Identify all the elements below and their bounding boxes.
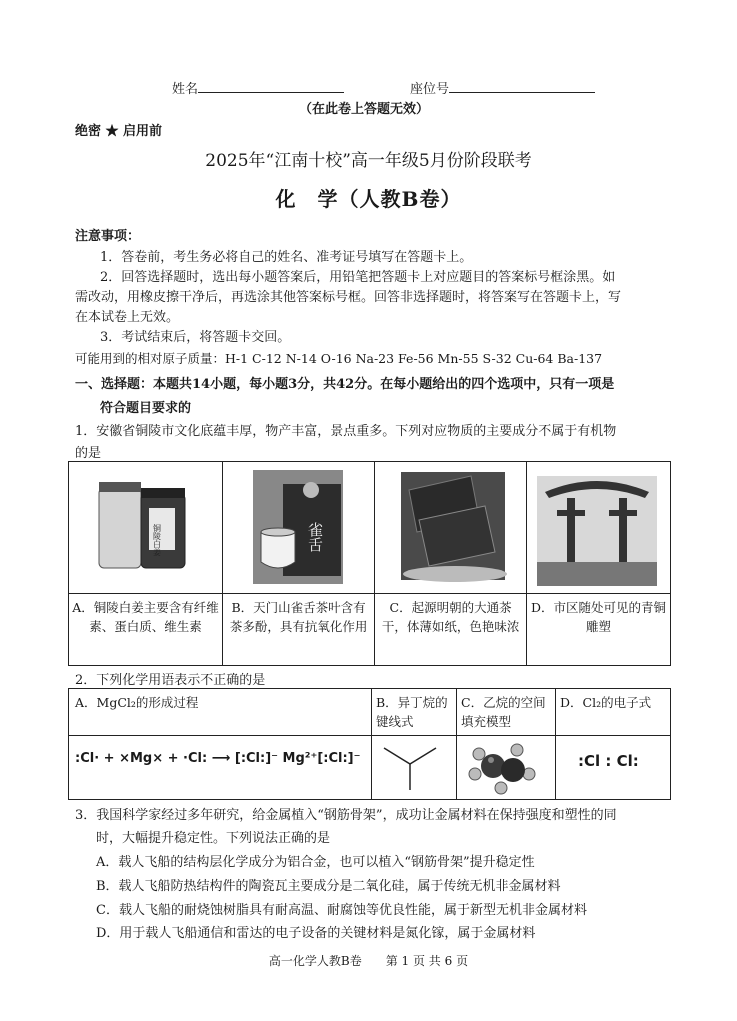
dried-tofu-image bbox=[375, 462, 523, 590]
q3-stem-line2: 时，大幅提升稳定性。下列说法正确的是 bbox=[96, 831, 331, 846]
atomic-masses: 可能用到的相对原子质量：H-1 C-12 N-14 O-16 Na-23 Fe-56 Mn-55 S-32 Cu-64 Ba-137 bbox=[75, 351, 603, 366]
q2-option-c[interactable]: C．乙烷的空间填充模型 bbox=[457, 689, 556, 736]
tea-box-image bbox=[223, 462, 371, 590]
note-2-line2: 需改动，用橡皮擦干净后，再选涂其他答案标号框。回答非选择题时，将答案写在答题卡上，写 bbox=[75, 290, 622, 305]
q1-image-b-cell bbox=[223, 462, 375, 594]
q3-option-d[interactable]: D．用于载人飞船通信和雷达的电子设备的关键材料是氮化镓，属于金属材料 bbox=[96, 926, 536, 941]
name-field bbox=[172, 78, 344, 97]
seat-label: 座位号 bbox=[410, 82, 450, 97]
q1-option-a[interactable]: A．铜陵白姜主要含有纤维素、蛋白质、维生素 bbox=[69, 594, 223, 666]
q1-option-c[interactable]: C．起源明朝的大通茶干，体薄如纸，色艳味浓 bbox=[375, 594, 527, 666]
q3-stem-line1: 3．我国科学家经过多年研究，给金属植入“钢筋骨架”，成功让金属材料在保持强度和塑性的同 bbox=[75, 808, 617, 823]
tea-label-text: 雀舌 bbox=[306, 522, 325, 552]
note-2-line1: 2．回答选择题时，选出每小题答案后，用铅笔把答题卡上对应题目的答案标号框涂黑。如 bbox=[100, 270, 616, 285]
cl2-electron-cell bbox=[556, 736, 671, 800]
q1-table bbox=[68, 461, 671, 666]
q1-image-c-cell bbox=[375, 462, 527, 594]
q2-option-a[interactable]: A．MgCl₂的形成过程 bbox=[69, 689, 372, 736]
q2-option-d[interactable]: D．Cl₂的电子式 bbox=[556, 689, 671, 736]
isobutane-skeletal bbox=[372, 736, 448, 796]
ethane-space-filling bbox=[457, 736, 547, 796]
seat-field bbox=[410, 78, 595, 97]
q3-option-c[interactable]: C．载人飞船的耐烧蚀树脂具有耐高温、耐腐蚀等优良性能，属于新型无机非金属材料 bbox=[96, 903, 587, 918]
secret-label: 绝密 ★ 启用前 bbox=[75, 124, 163, 139]
seat-blank bbox=[449, 80, 595, 93]
note-1: 1．答卷前，考生务必将自己的姓名、准考证号填写在答题卡上。 bbox=[100, 250, 473, 265]
q1-option-b[interactable]: B．天门山雀舌茶叶含有茶多酚，具有抗氧化作用 bbox=[223, 594, 375, 666]
mgcl2-formation-cell bbox=[69, 736, 372, 800]
name-blank bbox=[198, 80, 344, 93]
note-3: 3．考试结束后，将答题卡交回。 bbox=[100, 330, 291, 345]
q2-option-b[interactable]: B．异丁烷的键线式 bbox=[372, 689, 457, 736]
page-footer: 高一化学人教B卷 第 1 页 共 6 页 bbox=[268, 954, 469, 968]
q1-image-d-cell bbox=[527, 462, 671, 594]
ethane-model-cell bbox=[457, 736, 556, 800]
bronze-sculpture-image bbox=[527, 462, 667, 590]
exam-title: 2025年“江南十校”高一年级5月份阶段联考 bbox=[205, 151, 532, 171]
cl2-electron-formula: :Cl : Cl: bbox=[578, 752, 639, 770]
q2-table bbox=[68, 688, 671, 800]
q3-option-b[interactable]: B．载人飞船防热结构件的陶瓷瓦主要成分是二氧化硅，属于传统无机非金属材料 bbox=[96, 879, 561, 894]
q1-image-a-cell bbox=[69, 462, 223, 594]
invalid-note: （在此卷上答题无效） bbox=[299, 102, 430, 117]
notes-heading: 注意事项： bbox=[75, 229, 141, 244]
q1-option-d[interactable]: D．市区随处可见的青铜雕塑 bbox=[527, 594, 671, 666]
name-label: 姓名 bbox=[172, 82, 199, 97]
q2-stem: 2．下列化学用语表示不正确的是 bbox=[75, 673, 266, 688]
jar-label-text: 铜陵白姜 bbox=[152, 524, 162, 556]
section1-title-line1: 一、选择题：本题共14小题，每小题3分，共42分。在每小题给出的四个选项中，只有一项是 bbox=[75, 377, 615, 392]
ginger-jars-image bbox=[69, 462, 219, 590]
q1-stem-line2: 的是 bbox=[75, 446, 102, 461]
mgcl2-formation: :Cl· + ×Mg× + ·Cl: ⟶ [:Cl:]⁻ Mg²⁺[:Cl:]⁻ bbox=[75, 751, 361, 766]
isobutane-cell bbox=[372, 736, 457, 800]
note-2-line3: 在本试卷上无效。 bbox=[75, 310, 180, 325]
subject-title: 化 学（人教B卷） bbox=[275, 187, 462, 211]
q3-option-a[interactable]: A．载人飞船的结构层化学成分为铝合金，也可以植入“钢筋骨架”提升稳定性 bbox=[96, 855, 535, 870]
section1-title-line2: 符合题目要求的 bbox=[100, 401, 192, 416]
q1-stem-line1: 1．安徽省铜陵市文化底蕴丰厚，物产丰富，景点重多。下列对应物质的主要成分不属于有机物 bbox=[75, 424, 617, 439]
